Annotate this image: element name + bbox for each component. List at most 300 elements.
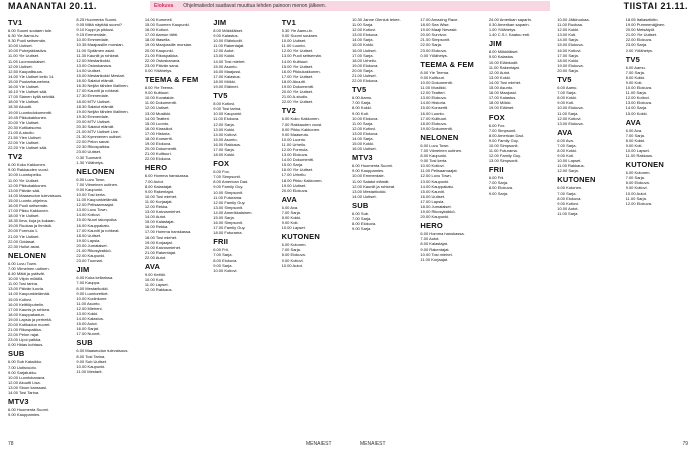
- program-entry: 17.00 Yle Uutiset.: [281, 73, 314, 79]
- program-entry: 10.00 Tosi miehet.: [144, 193, 178, 199]
- program-entry: 15.00 Sarja.: [281, 162, 304, 168]
- channel-section: [489, 39, 551, 110]
- program-entry: 6.00 Koko Kakkonen.: [281, 116, 320, 122]
- program-entry: 11.00 Futurama.: [488, 147, 518, 153]
- program-entry: 19.00 Elokuva.: [352, 62, 379, 68]
- program-entry: 10.00 Dokumentti.: [420, 79, 453, 85]
- program-entry: 22.30 Hullut asiat.: [8, 243, 41, 249]
- program-entry: 16.00 Simpsonit.: [213, 220, 244, 226]
- program-entry: 6.00 Sub Kaksikko.: [8, 359, 43, 365]
- program-entry: 0.00 Hidas kohtaus.: [8, 342, 44, 348]
- program-entry: 8.00 Kokki.: [281, 215, 302, 220]
- program-entry: 18.00 Yle Uutiset.: [8, 213, 40, 219]
- program-entry: 16.00 Maajussi.: [488, 90, 517, 96]
- program-entry: 12.00 Uutiset.: [144, 105, 170, 111]
- program-entry: 10.00 Vilpin mökillä.: [8, 276, 44, 282]
- program-entry: 20.00 Sarja.: [557, 67, 579, 73]
- program-entry: 7.00 Sarja.: [625, 132, 645, 138]
- channel-section: [76, 265, 138, 336]
- program-entry: 20.00 Kaivosmiehet.: [144, 244, 182, 250]
- program-entry: 9.00 Family Guy.: [488, 137, 519, 143]
- program-entry: 12.50 Kaupallisuus.: [8, 68, 43, 74]
- program-entry: 8.00 Tosi Tarina.: [76, 353, 106, 359]
- program-entry: 18.00 Konsertti.: [144, 135, 173, 141]
- program-entry: 18.05 Italiaselkitin.: [625, 17, 659, 22]
- channel-section: [8, 397, 70, 417]
- channel-section: [282, 18, 344, 104]
- program-entry: 8.00 Elokuva.: [352, 221, 377, 227]
- program-entry: 6.00 Kutonen.: [625, 170, 651, 176]
- program-entry: 14.00 Kauppakatu.: [420, 183, 454, 189]
- channel-name: NELONEN: [76, 166, 115, 176]
- program-entry: 22.00 Elokuva.: [352, 78, 379, 84]
- program-entry: 20.00 Kaupunki.: [420, 214, 450, 220]
- channel-name: AVA: [557, 127, 573, 137]
- channel-name: TV1: [8, 18, 23, 27]
- channel-name: JIM: [213, 18, 227, 27]
- program-entry: 7.00 Sarja.: [557, 142, 577, 148]
- program-entry: 14.00 Tosi miehet.: [488, 79, 522, 85]
- program-entry: 13.00 Sinun kanssasi.: [8, 384, 48, 390]
- program-entry: 20.00 Dokumentti.: [144, 146, 178, 152]
- program-entry: 7.00 Simpsonit.: [213, 174, 241, 180]
- program-entry: 19.00 Eläimet.: [488, 105, 515, 111]
- program-entry: 8.00 Mökkiläiset.: [213, 28, 244, 33]
- program-entry: 18.00 Pikku Kakkonen.: [281, 177, 323, 183]
- program-entry: 12.00 Sarja.: [213, 121, 235, 127]
- program-entry: 15.00 Nuori talonpoika.: [76, 217, 118, 223]
- program-entry: 8.00 Yle Teema.: [144, 85, 174, 91]
- program-entry: 12.00 Autot.: [213, 48, 235, 54]
- program-entry: 11.00 Sarja.: [625, 195, 647, 201]
- program-entry: 10.00 Autot.: [557, 205, 579, 211]
- listing-column: [8, 17, 70, 435]
- program-entry: 21.00 Uutiset.: [352, 73, 377, 79]
- program-entry: 14.00 Kalastus.: [76, 316, 104, 322]
- program-entry: 21.00 Kulttuuri.: [144, 151, 172, 157]
- program-entry: 9.00 Maaseutu.: [281, 131, 310, 137]
- program-entry: 7.00 Sarja.: [352, 216, 372, 221]
- notice-brand: Elokuva: [154, 3, 174, 9]
- program-entry: 10.00 Autot.: [281, 262, 303, 268]
- channel-section: [213, 237, 275, 272]
- program-entry: 11.00 Sarja.: [557, 110, 579, 116]
- listing-column: [489, 17, 551, 435]
- program-entry: 18.00 Kokki.: [557, 57, 580, 63]
- program-entry: 16.00 Luonto.: [420, 110, 445, 116]
- program-entry: 11.00 Mestarit.: [76, 368, 103, 374]
- program-entry: 13.00 Elokuva.: [352, 32, 379, 38]
- program-entry: 12.00 Uutiset.: [8, 63, 33, 69]
- program-entry: 17.00 Aamun tähti.: [144, 32, 179, 38]
- program-entry: 15.00 Asunto.: [213, 63, 238, 69]
- program-entry: 14.00 Sarja.: [352, 135, 374, 141]
- program-entry: 0.30 Tuomarit.: [76, 154, 102, 160]
- channel-section: [626, 160, 688, 206]
- program-entry: 7.00 Sarja.: [281, 247, 301, 253]
- program-entry: 8.00 Kokki.: [557, 147, 578, 153]
- program-entry: 11.00 Rakentajat.: [488, 64, 520, 70]
- program-entry: 10.00 Kodinkone.: [76, 295, 108, 301]
- program-entry: 21.00 Rikospaikka.: [144, 52, 179, 58]
- program-entry: 6.00 Luvu Town.: [8, 260, 38, 266]
- program-entry: 10.00 Lapset.: [625, 147, 650, 153]
- channel-section: [282, 195, 344, 230]
- channel-name: TV5: [557, 75, 572, 85]
- program-entry: 11.00 Rakkaus.: [625, 153, 654, 159]
- program-entry: 9.00 Tosi tarina.: [213, 106, 242, 112]
- listing-column: [557, 17, 619, 435]
- program-entry: 11.00 Ruokaa.: [557, 22, 583, 28]
- program-entry: 20.00 Kotikadun nuoret.: [8, 321, 51, 327]
- program-entry: 17.00 Lapsia.: [420, 198, 445, 204]
- program-entry: 0.00 Yölähetys.: [144, 67, 173, 73]
- program-entry: 6.00 Aamu.: [557, 85, 578, 91]
- program-entry: 12.00 Kokki.: [557, 27, 580, 33]
- channel-name: TEEMA & FEM: [144, 75, 199, 85]
- program-entry: 9.00 Kalastus.: [213, 33, 239, 39]
- program-entry: 6.00 Aamu.: [352, 95, 373, 101]
- program-entry: 13.00 Päivän luovia.: [8, 286, 45, 292]
- program-entry: 7.00 Autot.: [144, 178, 164, 184]
- program-entry: 10.00 Kuvataide.: [144, 95, 175, 101]
- program-entry: 16.00 Rekka.: [144, 224, 169, 230]
- program-entry: 18.30 Akuutti.: [8, 104, 33, 110]
- program-entry: 19.00 Korjaajat.: [144, 239, 173, 245]
- channel-name: TV2: [281, 106, 296, 116]
- program-entry: 15.00 Luonto.: [144, 120, 170, 126]
- program-entry: 11.00 Rakentajat.: [213, 43, 245, 49]
- program-entry: 17.00 Sarja.: [213, 146, 235, 152]
- program-entry: 11.00 Dokumentti.: [144, 100, 177, 106]
- program-entry: 17.00 Urheilu.: [281, 172, 307, 178]
- channel-name: JIM: [488, 39, 502, 49]
- listing-column: [626, 17, 688, 435]
- program-entry: 16.00 Kotiovi.: [144, 27, 170, 33]
- program-entry: 8.00 American Dad.: [213, 179, 249, 185]
- program-entry: 15.00 Luonto-ohjelma.: [8, 197, 48, 203]
- magazine-name-right: MENAIEST: [360, 441, 386, 447]
- program-entry: 21.00 Rikosyksikkö.: [76, 248, 112, 254]
- program-entry: 19.00 Dokumentti.: [281, 84, 315, 90]
- program-entry: 13.00 Kaivosmiehet.: [144, 209, 182, 215]
- program-entry: 9.00 Sarja.: [488, 190, 509, 196]
- listing-column: [213, 17, 275, 435]
- program-entry: 19.00 Maaji Nevaski.: [420, 27, 458, 33]
- program-entry: 23.00 Tuomari.: [76, 258, 104, 264]
- program-entry: 6.00 Luvu Town.: [76, 176, 106, 182]
- channel-name: FRII: [213, 237, 229, 247]
- program-entry: 23.00 Päivän sana.: [144, 62, 180, 68]
- program-entry: 18.30 Ilma, kuja ja kukaan.: [8, 218, 56, 224]
- program-entry: 21.00 MTV Uutiset Live.: [76, 129, 120, 135]
- program-entry: 8.00 Elokuva.: [625, 180, 650, 186]
- program-entry: 8.00 Kokki.: [557, 95, 578, 101]
- program-entry: 19.00 Lapsia.: [76, 237, 101, 243]
- program-entry: 14.00 Sarja.: [352, 37, 374, 43]
- program-entry: 18.00 Iltasella.: [144, 37, 171, 43]
- program-entry: 13.00 Simpsonit.: [488, 158, 519, 164]
- notice-bar: [150, 1, 550, 11]
- program-entry: 7.00 Rakkauden vuosi.: [281, 121, 323, 127]
- program-entry: 20.30 Kotikatsomo.: [8, 124, 43, 130]
- program-entry: 7.00 Sarja.: [625, 175, 645, 181]
- program-entry: 14.00 Dokumentti.: [281, 157, 315, 163]
- program-entry: 17.00 Sianen kyllä selviää.: [8, 94, 56, 100]
- program-entry: 18.00 Uutiset.: [76, 232, 102, 238]
- program-entry: 9.00 Kotiovi.: [281, 257, 304, 263]
- program-entry: 9.00 Kulttuuri.: [420, 74, 446, 80]
- program-entry: 6.00 Fox.: [488, 122, 506, 128]
- program-entry: 12.00 Rakkaus.: [144, 287, 173, 293]
- program-entry: 7.00 Sarja.: [488, 180, 509, 186]
- program-entry: 10.00 Luontokanava.: [8, 374, 46, 380]
- page-date-left: MAANANTAI 20.11.: [8, 1, 97, 11]
- program-entry: 17.00 Kalastus.: [213, 73, 241, 79]
- channel-name: AVA: [625, 117, 641, 127]
- program-entry: 12.00 Kotiovi.: [557, 115, 582, 121]
- program-entry: 17.30 Emmerdale.: [76, 93, 110, 99]
- program-entry: 11.00 Kaupunkielämää.: [76, 197, 119, 203]
- program-entry: 6.00 Huomenta Suomi.: [8, 407, 49, 413]
- program-entry: 10.00 Uutiset.: [281, 38, 307, 44]
- program-entry: 11.05 Luonnoskaiset.: [8, 58, 46, 64]
- program-entry: 12.00 Teatteri.: [420, 90, 446, 96]
- program-entry: 8.00 Kaupunki.: [420, 153, 448, 159]
- program-entry: 19.00 Elokuva.: [557, 62, 584, 68]
- program-entry: 17.00 Kulttuuri.: [420, 115, 448, 121]
- program-entry: 9.00 Kauppamies.: [8, 412, 41, 418]
- program-entry: 11.00 Asunto.: [76, 300, 101, 306]
- program-entry: 7.00 Sarja.: [352, 100, 372, 106]
- program-entry: 22.30 Rikospaikka.: [76, 144, 111, 150]
- program-entry: 9.00 Tosi kerta.: [420, 158, 448, 164]
- program-entry: 16.00 Rakkaus.: [213, 141, 242, 147]
- program-entry: 10.00 Autot.: [625, 190, 647, 196]
- channel-section: [213, 159, 275, 235]
- channel-name: TV5: [213, 91, 228, 101]
- program-entry: 22.00 Pelon rajat.: [8, 332, 40, 338]
- program-entry: 15.00 Kokki.: [352, 141, 375, 147]
- program-entry: 9.00 Keittiö.: [144, 272, 166, 278]
- channel-name: JIM: [76, 265, 90, 275]
- program-entry: 7.00 Viimeinen uutinen.: [420, 147, 463, 153]
- left-page: [8, 17, 344, 435]
- program-entry: 11.00 Futurama.: [213, 194, 243, 200]
- program-entry: 19.00 Eläimet.: [213, 84, 239, 90]
- program-entry: 9.00 Sub Uutiset.: [76, 358, 108, 364]
- page-date-right: TIISTAI 21.11.: [623, 1, 688, 11]
- program-entry: 11.00 Elokuva.: [213, 116, 240, 122]
- channel-section: [420, 60, 482, 131]
- program-entry: 23.00 Sarja.: [625, 42, 648, 48]
- program-entry: 14.00 Kummeli.: [144, 17, 173, 22]
- program-entry: 17.00 Pikku Kakkonen.: [8, 208, 49, 214]
- program-entry: 15.00 Kokki.: [625, 110, 648, 116]
- channel-section: [213, 18, 275, 89]
- program-entry: 9.00 Kotiovi.: [625, 185, 648, 191]
- channel-section: [8, 251, 70, 348]
- program-entry: 23.00 Lipoi paikka.: [8, 337, 42, 343]
- program-entry: 8.00 Elokuva.: [281, 252, 306, 258]
- program-entry: 14.00 Uutiset.: [352, 193, 377, 199]
- listing-column: [352, 17, 414, 435]
- program-entry: 13.00 Päivän sää.: [8, 187, 41, 193]
- program-entry: 1.40 C.S.I. Kaatuu enti.: [488, 32, 531, 38]
- program-entry: 9.00 Koti.: [625, 79, 643, 85]
- program-entry: 12.00 Kotiovi.: [625, 95, 650, 101]
- program-entry: 6.00 Frii.: [488, 175, 505, 181]
- channel-name: FOX: [488, 112, 505, 122]
- program-entry: 11.00 Lapset.: [144, 282, 169, 288]
- program-entry: 10.00 Eläinkodit.: [213, 38, 243, 44]
- program-entry: 18.00 Kokki.: [213, 152, 236, 158]
- program-entry: 22.00 Elokuva.: [144, 156, 172, 162]
- program-entry: 6.00 Luvu Town.: [420, 142, 450, 148]
- program-entry: 14.00 Yle Uutiset kello 14.: [8, 73, 55, 79]
- program-entry: 18.00 Sea Wise.: [420, 22, 450, 28]
- program-entry: 10.00 Jälkiruokaa.: [557, 17, 590, 22]
- program-entry: 15.00 Kotiovi.: [8, 296, 33, 302]
- program-entry: 12.00 Family Guy.: [213, 199, 246, 205]
- program-entry: 14.00 Sarja.: [557, 37, 579, 43]
- program-entry: 20.00 Yle Uutiset.: [8, 119, 40, 125]
- program-entry: 7.00 Sarja.: [557, 190, 577, 196]
- channel-section: [489, 17, 551, 37]
- program-entry: 11.00 Yle Uutiset.: [8, 177, 40, 183]
- program-entry: 16.00 Keittiöpuhelin.: [8, 301, 45, 307]
- channel-name: SUB: [76, 338, 93, 348]
- program-entry: 14.00 Tosi Tarina.: [8, 390, 40, 395]
- program-entry: 6.00 Kuka kellarissa.: [76, 275, 114, 281]
- program-entry: 24.00 Amerikan saparin.: [488, 17, 532, 22]
- program-entry: 9.00 Sarja.: [213, 262, 233, 268]
- program-entry: 12.00 Pelisaarnaajat.: [76, 202, 114, 208]
- program-entry: 8.00 Kalastajat.: [144, 183, 173, 189]
- program-entry: 7.00 Uutisvuoto.: [8, 364, 37, 370]
- program-entry: 17.00 Kauniit ja rohkeat.: [76, 88, 120, 94]
- program-entry: 10.00 Puhejakkasiiva.: [8, 48, 47, 54]
- program-entry: 21.00 Rikospaikka.: [8, 327, 42, 333]
- program-entry: 16.30 Neljän tähden illallinen.: [76, 83, 129, 89]
- program-entry: 21.50 Ylen Uutiset.: [8, 134, 42, 140]
- program-entry: 22.00 Elokuva.: [625, 37, 653, 43]
- program-entry: 8.00 Yle Teema.: [420, 69, 450, 75]
- program-entry: 15.00 Kokki.: [352, 42, 375, 48]
- channel-section: [76, 338, 138, 373]
- program-entry: 11.00 Musiikki.: [420, 85, 447, 91]
- channel-name: MTV3: [8, 397, 29, 407]
- program-entry: 7.00 Simpsonit.: [488, 127, 517, 133]
- program-entry: 12.00 Sarja.: [557, 168, 579, 174]
- program-entry: 6.00 Kutonen.: [281, 242, 307, 248]
- program-entry: 7.00 Kauppa.: [76, 280, 101, 286]
- program-entry: 22.00 Sarja.: [420, 42, 442, 48]
- program-entry: 11.00 Yle Uutiset.: [8, 53, 40, 59]
- program-entry: 10.00 Lapset.: [281, 225, 306, 231]
- program-entry: 9.30 Puoli seitsemän.: [8, 38, 47, 44]
- program-entry: 10.00 Emmerdale.: [76, 37, 110, 43]
- channel-section: [352, 17, 414, 83]
- program-entry: 21.00 A-studio.: [281, 94, 309, 100]
- program-entry: 12.00 Kotiovi.: [352, 125, 377, 131]
- right-page: [352, 17, 688, 435]
- program-entry: 11.00 Urheilu.: [281, 141, 307, 147]
- program-entry: 13.00 Luvu Town.: [76, 207, 108, 213]
- program-entry: 16.00 Kotiovi.: [557, 47, 582, 53]
- program-entry: 10.00 Simpsonit.: [213, 189, 244, 195]
- program-entry: 14.00 Sarja.: [625, 105, 648, 111]
- program-entry: 6.00 Sub.: [352, 210, 370, 216]
- channel-section: [352, 201, 414, 231]
- program-entry: 17.00 Kalastus.: [488, 95, 517, 101]
- program-entry: 19.00 Lapsia ja perheitä.: [8, 316, 52, 322]
- program-entry: 22.20 Yle Uutiset sää.: [8, 145, 48, 151]
- program-entry: 19.00 Ruokaa ja ihmisiä.: [8, 223, 52, 229]
- program-entry: 8.00 Kokki.: [625, 137, 646, 143]
- program-entry: 18.00 MTV Uutiset.: [76, 98, 111, 104]
- program-entry: 13.00 Koti.: [557, 32, 577, 38]
- program-entry: 16.00 Puoli seitsemän.: [8, 203, 49, 208]
- program-entry: 9.00 Rakentajat.: [420, 246, 450, 252]
- program-entry: 19.00 Uutiset.: [281, 182, 307, 188]
- channel-name: MTV3: [352, 153, 373, 163]
- channel-name: FOX: [213, 159, 230, 169]
- program-entry: 17.00 Amazing Race.: [420, 17, 459, 22]
- program-entry: 16.00 Uutiset.: [420, 193, 446, 199]
- program-entry: 8.00 Mökkiläiset.: [488, 49, 519, 55]
- program-entry: 10.00 Kaupunki.: [213, 111, 243, 117]
- program-entry: 23.00 Uutiset.: [76, 149, 102, 155]
- program-entry: 15.00 Sarja.: [213, 215, 235, 220]
- channel-name: HERO: [420, 221, 443, 231]
- program-entry: 8.00 Kokki.: [352, 105, 372, 111]
- program-entry: 14.00 Maaseudun tulevaisuus.: [8, 192, 63, 198]
- program-entry: 15.00 Konsertti.: [420, 105, 449, 111]
- channel-section: [282, 106, 344, 192]
- program-entry: 14.00 Uutiset.: [76, 67, 102, 73]
- channel-section: [8, 18, 70, 150]
- notice-text: Ohjelmatiedot saattavat muuttua lehden painoon menon jälkeen.: [183, 3, 327, 9]
- program-entry: 21.00 Simpsonit.: [420, 37, 451, 43]
- program-entry: 16.00 Klassikot.: [144, 125, 174, 131]
- program-entry: 11.30 Kauniit ja rohkeat.: [76, 52, 120, 58]
- program-entry: 16.00 Uutiset.: [352, 146, 377, 152]
- program-entry: 6.00 Homma hanskassa.: [144, 173, 190, 179]
- program-entry: 13.00 Simpsonit.: [213, 204, 244, 210]
- listing-column: [76, 17, 138, 435]
- page-number-left: 78: [8, 441, 14, 447]
- program-entry: 18.00 Mökki.: [213, 78, 236, 84]
- program-entry: 20.00 Metsätyöt.: [625, 27, 656, 33]
- program-entry: 14.00 Kotiovi.: [76, 212, 101, 218]
- program-entry: 9.15 Emmerdale.: [76, 32, 107, 38]
- channel-name: TEEMA & FEM: [420, 59, 474, 69]
- program-entry: 20.00 Survivor.: [420, 32, 448, 38]
- program-entry: 18.00 Urheilu.: [352, 57, 377, 63]
- program-entry: 10.00 Kotiovi.: [213, 267, 238, 273]
- program-entry: 21.00 A-studio.: [8, 129, 35, 135]
- program-entry: 15.00 Asunto.: [213, 136, 238, 142]
- program-entry: 7.00 Viimeinen uutinen.: [76, 181, 119, 187]
- channel-section: [626, 17, 688, 53]
- program-entry: 17.00 Sarja.: [352, 52, 374, 58]
- program-entry: 11.00 Sarja.: [557, 210, 579, 216]
- program-entry: 9.00 Family Guy.: [213, 184, 244, 190]
- program-entry: 18.00 Elokuva.: [420, 120, 447, 126]
- program-entry: 1.00 Yölähetys.: [488, 27, 517, 33]
- program-entry: 6.00 Huomenta Suomi.: [352, 163, 393, 169]
